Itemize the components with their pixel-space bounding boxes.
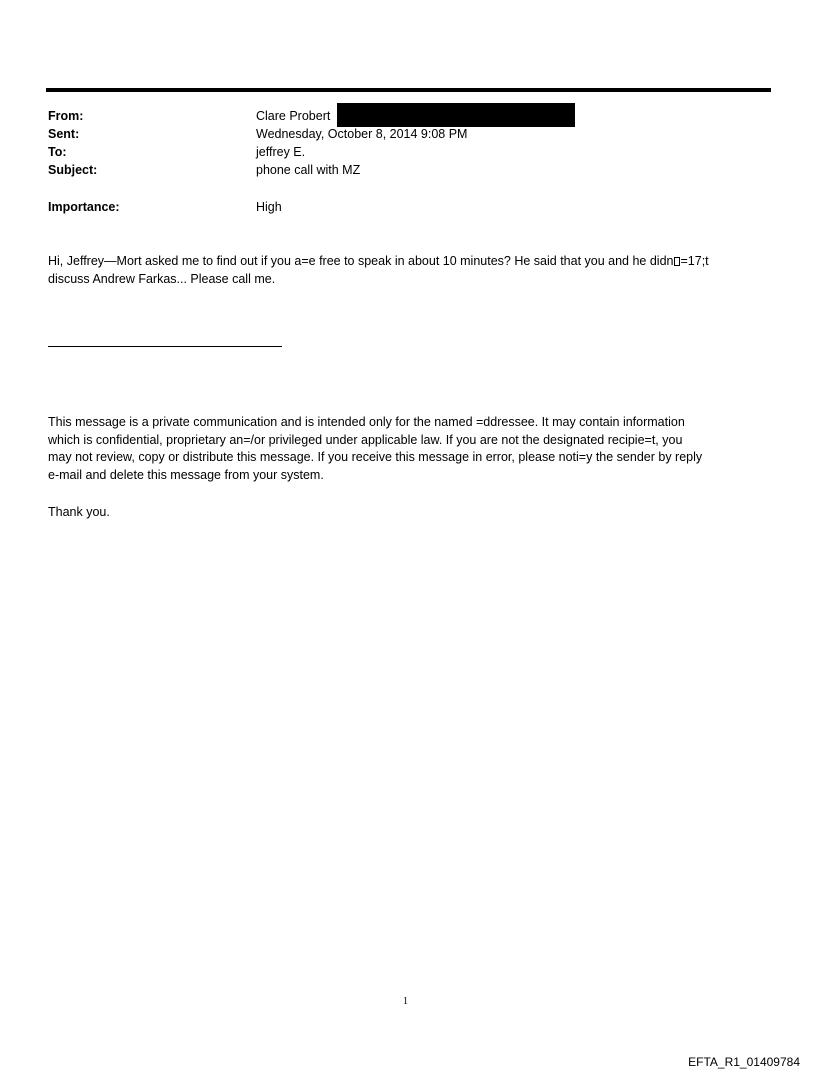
disclaimer-line-4: e-mail and delete this message from your system. bbox=[48, 467, 324, 482]
message-line-1 bbox=[48, 253, 778, 271]
sent-label: Sent: bbox=[48, 127, 80, 141]
to-value: jeffrey E. bbox=[256, 145, 306, 159]
sent-value: Wednesday, October 8, 2014 9:08 PM bbox=[256, 127, 468, 141]
disclaimer-line-2: which is confidential, proprietary an=/or privileged under applicable law. If you are not the designated recipie=t, you bbox=[48, 432, 683, 447]
message-line-1-end: =17;t bbox=[680, 254, 709, 268]
to-label: To: bbox=[48, 145, 67, 159]
redaction-block bbox=[337, 103, 575, 127]
header-divider bbox=[46, 88, 771, 92]
message-line-2: discuss Andrew Farkas... Please call me. bbox=[48, 271, 276, 286]
from-label: From: bbox=[48, 109, 84, 123]
disclaimer-line-3: may not review, copy or distribute this message. If you receive this message in error, please noti=y the sender by reply bbox=[48, 450, 703, 464]
bates-number: EFTA_R1_01409784 bbox=[688, 1055, 800, 1069]
signature-divider bbox=[48, 346, 282, 347]
message-body bbox=[48, 253, 778, 288]
from-value: Clare Probert bbox=[256, 109, 331, 123]
message-line-1-start: Hi, Jeffrey—Mort asked me to find out if you a=e free to speak in about 10 minutes? He said that you and he didn bbox=[48, 254, 674, 268]
disclaimer-line-1: This message is a private communication and is intended only for the named =ddressee. It may contain information bbox=[48, 415, 685, 429]
subject-label: Subject: bbox=[48, 163, 98, 177]
subject-value: phone call with MZ bbox=[256, 163, 361, 177]
disclaimer bbox=[48, 414, 778, 484]
thank-you: Thank you. bbox=[48, 505, 110, 519]
page-number: 1 bbox=[403, 996, 408, 1007]
importance-value: High bbox=[256, 200, 282, 214]
importance-label: Importance: bbox=[48, 200, 120, 214]
